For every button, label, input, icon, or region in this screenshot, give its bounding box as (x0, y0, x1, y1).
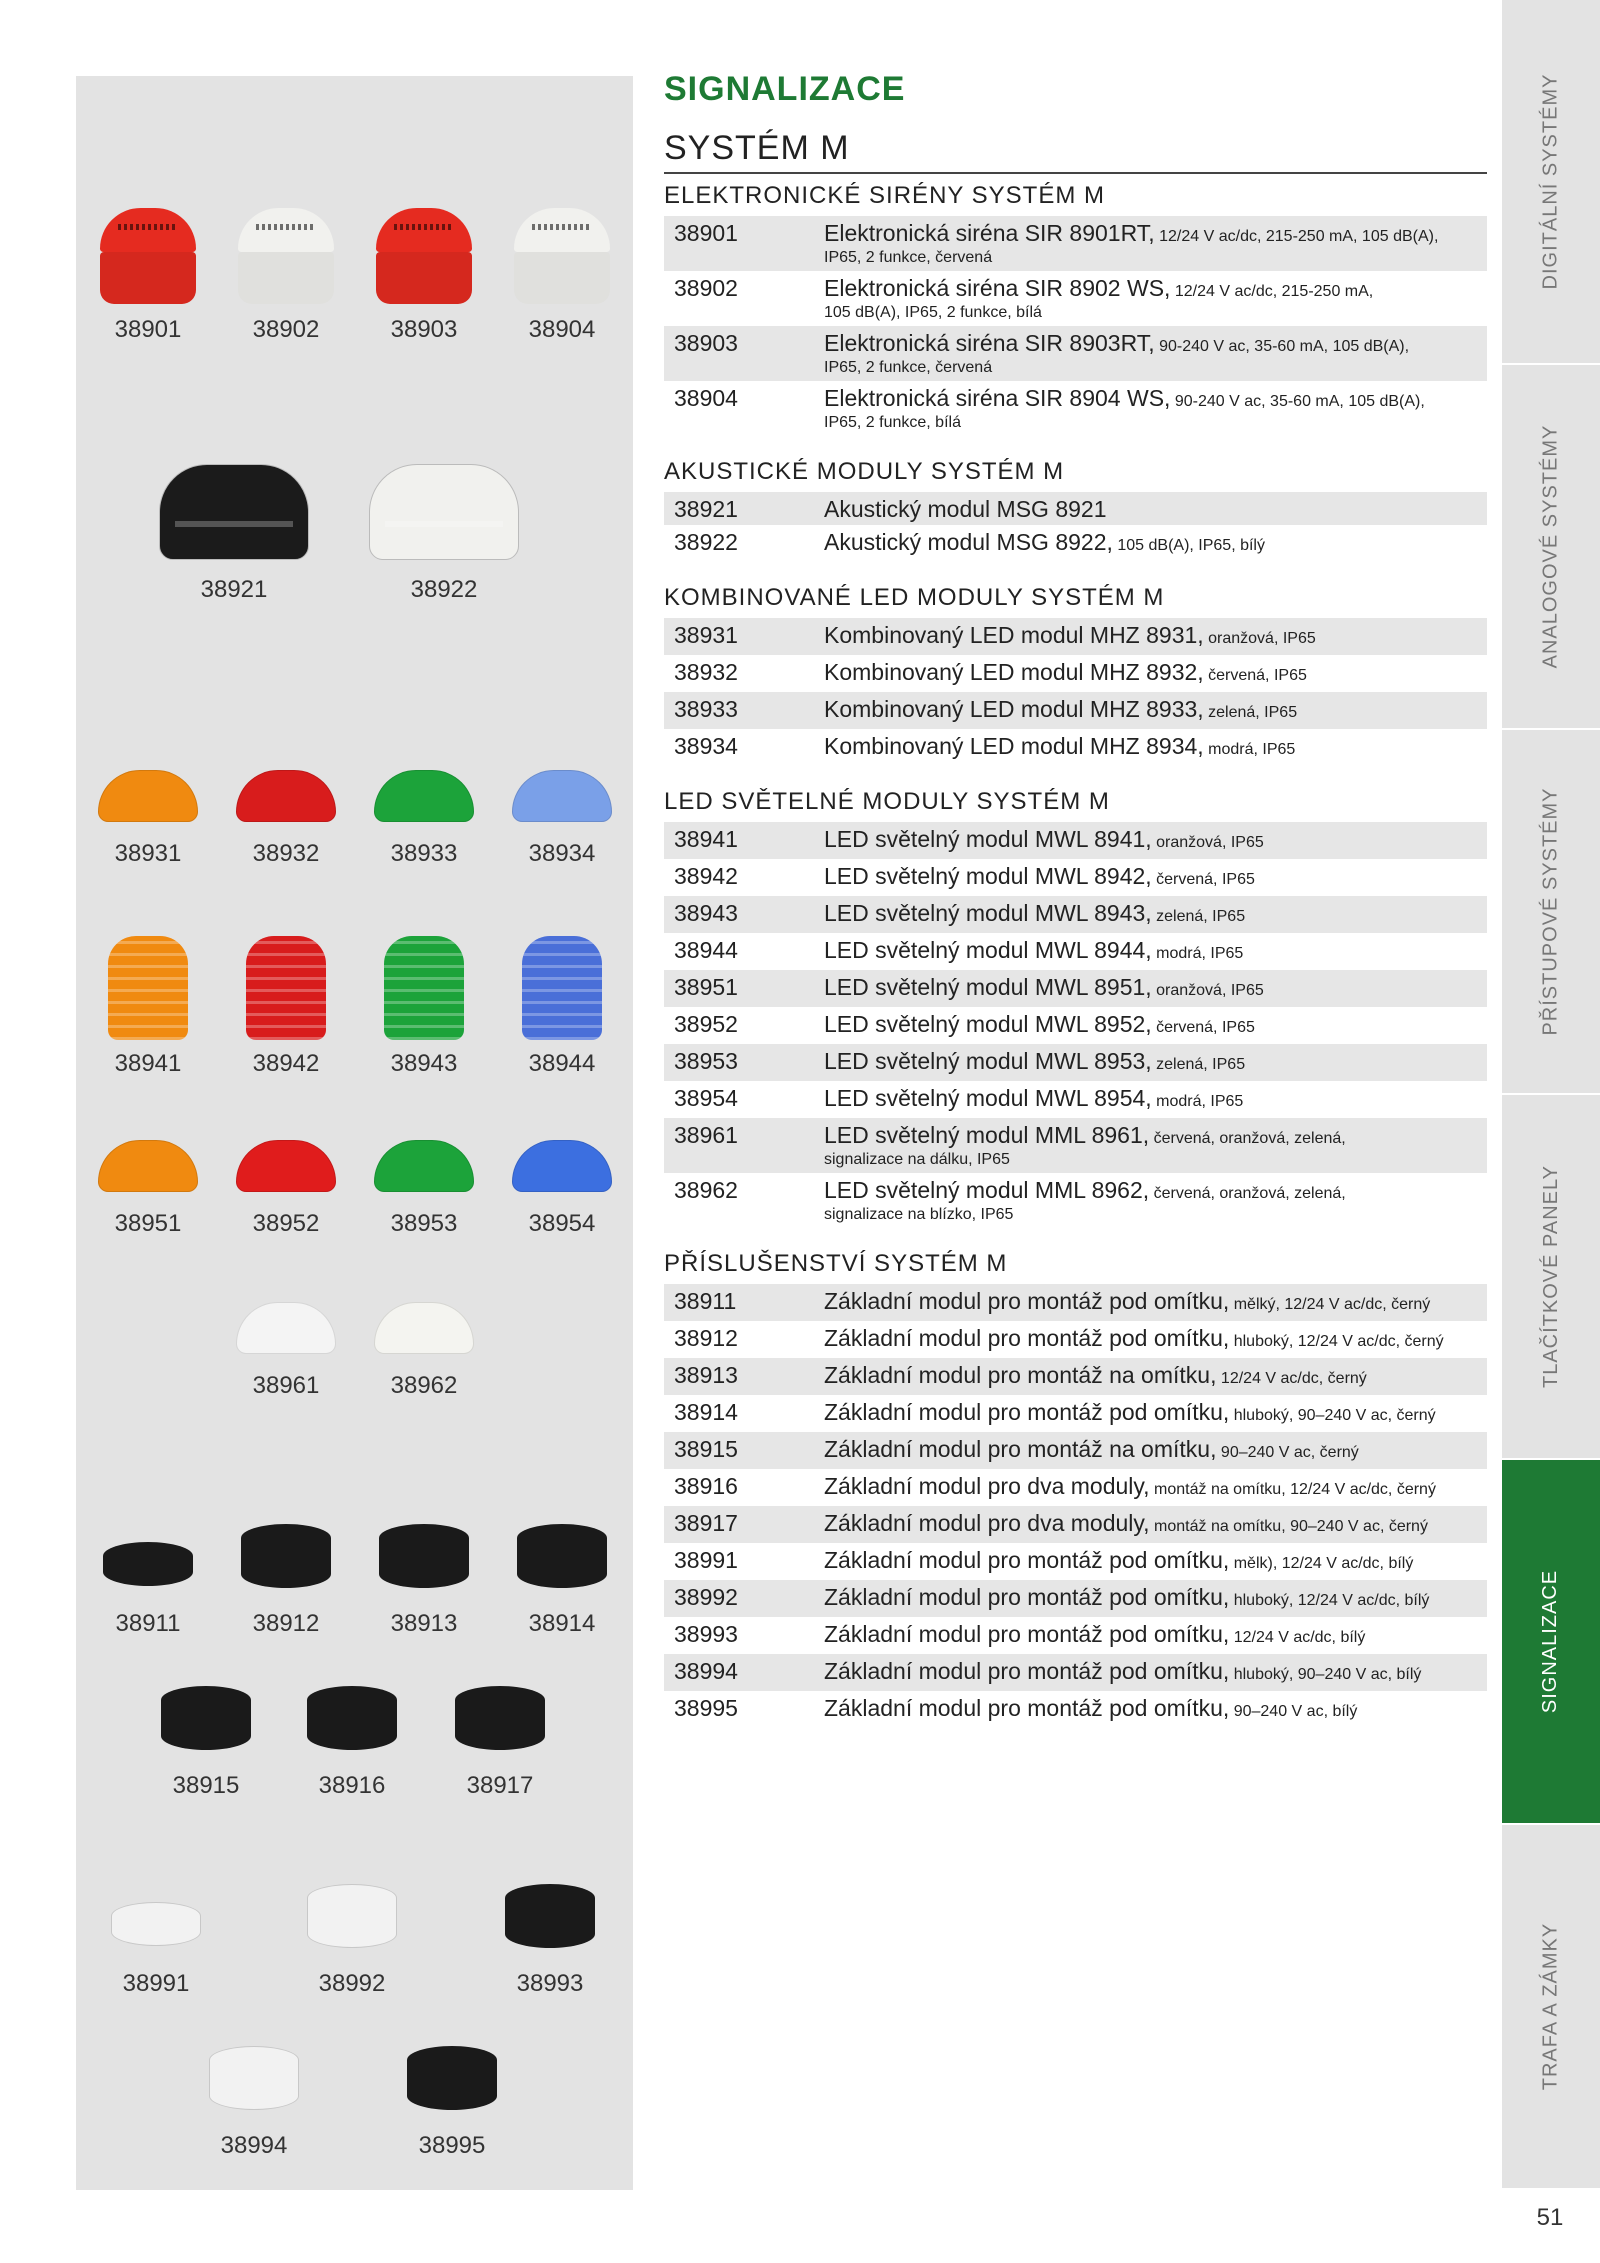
product-description (814, 1321, 1487, 1358)
product-image (226, 1494, 346, 1604)
gallery-item (364, 934, 484, 1078)
product-image (364, 460, 524, 570)
table-row (664, 729, 1487, 766)
product-code: 38931 (664, 618, 814, 655)
product-description (814, 822, 1487, 859)
table-row (664, 1469, 1487, 1506)
product-spec: oranžová, IP65 (1151, 834, 1264, 851)
gallery-item (194, 2016, 314, 2160)
product-description (814, 1118, 1487, 1173)
product-spec: červená, IP65 (1151, 871, 1255, 888)
product-name: Elektronická siréna SIR 8903RT, (824, 330, 1155, 356)
product-description (814, 1007, 1487, 1044)
product-spec: hluboký, 90–240 V ac, bílý (1229, 1666, 1422, 1683)
product-name: Kombinovaný LED modul MHZ 8931, (824, 622, 1204, 648)
product-code: 38954 (674, 1085, 738, 1111)
table-row (664, 822, 1487, 859)
product-code: 38921 (664, 492, 814, 525)
side-tabs (1502, 0, 1600, 2180)
gallery-item (440, 1656, 560, 1800)
table-row (664, 271, 1487, 326)
product-name: LED světelný modul MWL 8952, (824, 1011, 1152, 1037)
table-row (664, 525, 1487, 562)
product-code: 38953 (664, 1044, 814, 1081)
product-description (814, 1580, 1487, 1617)
product-code: 38952 (674, 1011, 738, 1037)
product-name: Kombinovaný LED modul MHZ 8934, (824, 733, 1204, 759)
gallery-item (174, 460, 294, 604)
product-description (814, 1506, 1487, 1543)
section-title: LED SVĚTELNÉ MODULY SYSTÉM M (664, 788, 1110, 815)
product-name: Elektronická siréna SIR 8904 WS, (824, 385, 1171, 411)
product-name: LED světelný modul MWL 8954, (824, 1085, 1152, 1111)
product-table (664, 822, 1487, 1228)
product-description (814, 381, 1487, 436)
gallery-code: 38941 (114, 1050, 182, 1077)
product-description (814, 655, 1487, 692)
product-name: Základní modul pro dva moduly, (824, 1510, 1150, 1536)
product-code: 38934 (674, 733, 738, 759)
product-spec: oranžová, IP65 (1151, 982, 1264, 999)
table-row (664, 1118, 1487, 1173)
product-image (146, 1656, 266, 1766)
gallery-code: 38911 (115, 1610, 181, 1637)
gallery-item (292, 1656, 412, 1800)
gallery-code: 38914 (528, 1610, 596, 1637)
gallery-item (226, 724, 346, 868)
product-spec-line2: signalizace na blízko, IP65 (824, 1206, 1014, 1223)
side-tab[interactable] (1502, 365, 1600, 728)
product-code: 38943 (664, 896, 814, 933)
gallery-item (146, 1656, 266, 1800)
side-tab-label: SIGNALIZACE (1539, 1569, 1562, 1714)
product-name: Elektronická siréna SIR 8901RT, (824, 220, 1155, 246)
table-row (664, 1617, 1487, 1654)
content (664, 70, 1487, 1728)
product-description (814, 933, 1487, 970)
gallery-item (364, 200, 484, 344)
table-row (664, 1580, 1487, 1617)
table-row (664, 970, 1487, 1007)
gallery-item (392, 2016, 512, 2160)
gallery-code: 38952 (252, 1210, 320, 1237)
product-spec: montáž na omítku, 90–240 V ac, černý (1149, 1518, 1428, 1535)
gallery-item (384, 460, 504, 604)
side-tab[interactable] (1502, 1825, 1600, 2188)
product-name: LED světelný modul MML 8962, (824, 1177, 1150, 1203)
product-description (814, 1469, 1487, 1506)
gallery-code: 38903 (390, 316, 458, 343)
section-title: AKUSTICKÉ MODULY SYSTÉM M (664, 458, 1065, 485)
product-spec-line2: signalizace na dálku, IP65 (824, 1151, 1010, 1168)
gallery-item (88, 200, 208, 344)
gallery-item (226, 1256, 346, 1400)
product-spec: 105 dB(A), IP65, bílý (1112, 537, 1265, 554)
gallery-code: 38995 (418, 2132, 486, 2159)
table-row (664, 859, 1487, 896)
product-image (226, 724, 346, 834)
product-description (814, 1432, 1487, 1469)
side-tab-label: PŘÍSTUPOVÉ SYSTÉMY (1539, 787, 1562, 1036)
gallery-code: 38902 (252, 316, 320, 343)
product-description (814, 326, 1487, 381)
gallery-code: 38994 (220, 2132, 288, 2159)
gallery-code: 38943 (390, 1050, 458, 1077)
product-description (814, 1543, 1487, 1580)
table-row (664, 1432, 1487, 1469)
product-name: LED světelný modul MWL 8942, (824, 863, 1152, 889)
sections (664, 182, 1487, 1728)
gallery-item (502, 200, 622, 344)
gallery-code: 38944 (528, 1050, 596, 1077)
gallery-item (502, 1494, 622, 1638)
gallery-code: 38961 (252, 1372, 320, 1399)
product-spec: 12/24 V ac/dc, 215-250 mA, (1170, 283, 1374, 300)
product-description (814, 729, 1487, 766)
table-row (664, 492, 1487, 525)
table-row (664, 1654, 1487, 1691)
product-image (194, 2016, 314, 2126)
product-gallery (76, 76, 633, 2190)
product-name: Základní modul pro montáž na omítku, (824, 1436, 1217, 1462)
product-description (814, 896, 1487, 933)
gallery-code: 38934 (528, 840, 596, 867)
product-spec: 12/24 V ac/dc, 215-250 mA, 105 dB(A), (1154, 228, 1439, 245)
gallery-code: 38912 (252, 1610, 320, 1637)
product-code: 38962 (674, 1177, 738, 1203)
product-description (814, 1617, 1487, 1654)
product-spec: 90–240 V ac, černý (1216, 1444, 1359, 1461)
product-image (502, 934, 622, 1044)
product-name: Základní modul pro dva moduly, (824, 1473, 1150, 1499)
gallery-item (502, 934, 622, 1078)
product-image (502, 1494, 622, 1604)
gallery-code: 38922 (410, 576, 478, 603)
gallery-code: 38931 (114, 840, 182, 867)
product-code: 38917 (664, 1506, 814, 1543)
product-image (88, 934, 208, 1044)
product-image (364, 934, 484, 1044)
product-image (88, 200, 208, 310)
gallery-code: 38933 (390, 840, 458, 867)
gallery-code: 38992 (318, 1970, 386, 1997)
product-code: 38951 (664, 970, 814, 1007)
gallery-code: 38901 (114, 316, 182, 343)
product-name: Základní modul pro montáž pod omítku, (824, 1288, 1230, 1314)
product-name: Základní modul pro montáž pod omítku, (824, 1658, 1230, 1684)
product-image (440, 1656, 560, 1766)
product-name: LED světelný modul MML 8961, (824, 1122, 1150, 1148)
table-row (664, 896, 1487, 933)
product-spec: 90-240 V ac, 35-60 mA, 105 dB(A), (1154, 338, 1410, 355)
product-name: LED světelný modul MWL 8951, (824, 974, 1152, 1000)
table-row (664, 1081, 1487, 1118)
gallery-item (502, 724, 622, 868)
table-row (664, 1358, 1487, 1395)
product-spec: oranžová, IP65 (1203, 630, 1316, 647)
gallery-item (292, 1854, 412, 1998)
gallery-item (226, 1094, 346, 1238)
product-code: 38903 (664, 326, 814, 381)
product-image (502, 724, 622, 834)
product-name: Akustický modul MSG 8922, (824, 529, 1113, 555)
gallery-item (96, 1854, 216, 1998)
product-description (814, 1173, 1487, 1228)
product-code: 38993 (674, 1621, 738, 1647)
product-name: LED světelný modul MWL 8953, (824, 1048, 1152, 1074)
gallery-code: 38916 (318, 1772, 386, 1799)
product-code: 38933 (664, 692, 814, 729)
product-table (664, 618, 1487, 766)
product-description (814, 492, 1487, 525)
product-image (226, 1256, 346, 1366)
product-code: 38915 (664, 1432, 814, 1469)
product-table (664, 1284, 1487, 1728)
table-row (664, 933, 1487, 970)
side-tab[interactable] (1502, 730, 1600, 1093)
product-spec: zelená, IP65 (1151, 908, 1246, 925)
product-name: Základní modul pro montáž pod omítku, (824, 1621, 1230, 1647)
product-spec-line2: IP65, 2 funkce, červená (824, 359, 993, 376)
product-spec: mělk), 12/24 V ac/dc, bílý (1229, 1555, 1414, 1572)
system-heading: SYSTÉM M (664, 129, 1487, 174)
product-code: 38901 (664, 216, 814, 271)
product-name: Základní modul pro montáž na omítku, (824, 1362, 1217, 1388)
gallery-item (226, 1494, 346, 1638)
product-code: 38912 (674, 1325, 738, 1351)
product-spec: červená, IP65 (1203, 667, 1307, 684)
table-row (664, 618, 1487, 655)
product-code: 38942 (674, 863, 738, 889)
product-spec-line2: 105 dB(A), IP65, 2 funkce, bílá (824, 304, 1042, 321)
product-spec: 12/24 V ac/dc, bílý (1229, 1629, 1366, 1646)
side-tab-label: TLAČÍTKOVÉ PANELY (1539, 1165, 1562, 1388)
product-code: 38914 (674, 1399, 738, 1425)
gallery-code: 38962 (390, 1372, 458, 1399)
product-name: Kombinovaný LED modul MHZ 8933, (824, 696, 1204, 722)
product-image (88, 1494, 208, 1604)
product-description (814, 970, 1487, 1007)
product-description (814, 1691, 1487, 1728)
product-image (88, 1094, 208, 1204)
section-title: ELEKTRONICKÉ SIRÉNY SYSTÉM M (664, 182, 1105, 209)
side-tab[interactable] (1502, 1095, 1600, 1458)
product-code: 38911 (664, 1284, 814, 1321)
product-code: 38916 (674, 1473, 738, 1499)
product-description (814, 1654, 1487, 1691)
product-code: 38913 (664, 1358, 814, 1395)
table-row (664, 1173, 1487, 1228)
product-description (814, 271, 1487, 326)
gallery-item (364, 1256, 484, 1400)
product-name: Základní modul pro montáž pod omítku, (824, 1325, 1230, 1351)
product-spec: 90–240 V ac, bílý (1229, 1703, 1358, 1720)
product-name: LED světelný modul MWL 8943, (824, 900, 1152, 926)
product-image (292, 1656, 412, 1766)
gallery-item (364, 1494, 484, 1638)
product-spec-line2: IP65, 2 funkce, červená (824, 249, 993, 266)
product-image (392, 2016, 512, 2126)
product-image (364, 1094, 484, 1204)
table-row (664, 1543, 1487, 1580)
gallery-item (502, 1094, 622, 1238)
gallery-item (88, 934, 208, 1078)
product-description (814, 618, 1487, 655)
gallery-item (364, 724, 484, 868)
gallery-item (88, 1094, 208, 1238)
product-spec: mělký, 12/24 V ac/dc, černý (1229, 1296, 1431, 1313)
table-row (664, 381, 1487, 436)
product-name: Základní modul pro montáž pod omítku, (824, 1584, 1230, 1610)
product-name: Základní modul pro montáž pod omítku, (824, 1695, 1230, 1721)
product-spec: modrá, IP65 (1151, 1093, 1244, 1110)
gallery-code: 38904 (528, 316, 596, 343)
product-code: 38904 (674, 385, 738, 411)
table-row (664, 1506, 1487, 1543)
table-row (664, 1007, 1487, 1044)
product-code: 38961 (664, 1118, 814, 1173)
product-code: 38944 (674, 937, 738, 963)
gallery-code: 38993 (516, 1970, 584, 1997)
product-code: 38922 (674, 529, 738, 555)
product-image (226, 934, 346, 1044)
product-code: 38932 (674, 659, 738, 685)
gallery-item (226, 200, 346, 344)
product-description (814, 1395, 1487, 1432)
gallery-code: 38913 (390, 1610, 458, 1637)
product-code: 38995 (674, 1695, 738, 1721)
table-row (664, 1321, 1487, 1358)
gallery-code: 38942 (252, 1050, 320, 1077)
product-image (96, 1854, 216, 1964)
product-spec: modrá, IP65 (1151, 945, 1244, 962)
product-description (814, 692, 1487, 729)
gallery-item (88, 724, 208, 868)
side-tab-label: ANALOGOVÉ SYSTÉMY (1539, 424, 1562, 669)
product-image (490, 1854, 610, 1964)
product-name: LED světelný modul MWL 8944, (824, 937, 1152, 963)
table-row (664, 655, 1487, 692)
product-description (814, 859, 1487, 896)
gallery-code: 38954 (528, 1210, 596, 1237)
product-code: 38941 (664, 822, 814, 859)
table-row (664, 692, 1487, 729)
table-row (664, 1395, 1487, 1432)
gallery-item (88, 1494, 208, 1638)
side-tab-label: TRAFA A ZÁMKY (1539, 1922, 1562, 2091)
product-table (664, 492, 1487, 562)
product-image (88, 724, 208, 834)
table-row (664, 216, 1487, 271)
product-spec: 12/24 V ac/dc, černý (1216, 1370, 1367, 1387)
product-name: Elektronická siréna SIR 8902 WS, (824, 275, 1171, 301)
product-name: LED světelný modul MWL 8941, (824, 826, 1152, 852)
product-spec: modrá, IP65 (1203, 741, 1296, 758)
product-spec: 90-240 V ac, 35-60 mA, 105 dB(A), (1170, 393, 1425, 410)
product-name: Akustický modul MSG 8921 (824, 496, 1107, 522)
product-image (226, 1094, 346, 1204)
product-image (364, 1494, 484, 1604)
product-image (364, 200, 484, 310)
gallery-code: 38951 (114, 1210, 182, 1237)
product-code: 38991 (674, 1547, 738, 1573)
product-spec: hluboký, 12/24 V ac/dc, bílý (1229, 1592, 1430, 1609)
product-image (502, 1094, 622, 1204)
side-tab[interactable] (1502, 1460, 1600, 1823)
product-spec: zelená, IP65 (1151, 1056, 1246, 1073)
product-name: Kombinovaný LED modul MHZ 8932, (824, 659, 1204, 685)
section-title: PŘÍSLUŠENSTVÍ SYSTÉM M (664, 1250, 1008, 1277)
product-description (814, 1044, 1487, 1081)
gallery-code: 38921 (200, 576, 268, 603)
product-table (664, 216, 1487, 436)
product-description (814, 1358, 1487, 1395)
gallery-code: 38917 (466, 1772, 534, 1799)
side-tab-label: DIGITÁLNÍ SYSTÉMY (1539, 73, 1562, 290)
product-description (814, 1081, 1487, 1118)
product-image (502, 200, 622, 310)
gallery-code: 38953 (390, 1210, 458, 1237)
gallery-code: 38991 (122, 1970, 190, 1997)
page-number: 51 (1536, 2204, 1564, 2231)
product-code: 38902 (674, 275, 738, 301)
product-description (814, 525, 1487, 562)
product-description (814, 1284, 1487, 1321)
table-row (664, 1044, 1487, 1081)
product-spec-line2: IP65, 2 funkce, bílá (824, 414, 961, 431)
product-image (292, 1854, 412, 1964)
gallery-item (226, 934, 346, 1078)
product-description (814, 216, 1487, 271)
product-image (364, 1256, 484, 1366)
product-name: Základní modul pro montáž pod omítku, (824, 1547, 1230, 1573)
product-spec: hluboký, 12/24 V ac/dc, černý (1229, 1333, 1444, 1350)
table-row (664, 1284, 1487, 1321)
table-row (664, 1691, 1487, 1728)
side-tab[interactable] (1502, 0, 1600, 363)
product-name: Základní modul pro montáž pod omítku, (824, 1399, 1230, 1425)
gallery-item (364, 1094, 484, 1238)
gallery-code: 38932 (252, 840, 320, 867)
table-row (664, 326, 1487, 381)
product-image (154, 460, 314, 570)
product-image (226, 200, 346, 310)
brand-heading: SIGNALIZACE (664, 70, 906, 108)
gallery-item (490, 1854, 610, 1998)
product-spec: červená, oranžová, zelená, (1149, 1185, 1346, 1202)
product-spec: zelená, IP65 (1203, 704, 1298, 721)
product-spec: hluboký, 90–240 V ac, černý (1229, 1407, 1436, 1424)
product-code: 38994 (664, 1654, 814, 1691)
gallery-code: 38915 (172, 1772, 240, 1799)
product-spec: montáž na omítku, 12/24 V ac/dc, černý (1149, 1481, 1436, 1498)
product-spec: červená, IP65 (1151, 1019, 1255, 1036)
product-image (364, 724, 484, 834)
section-title: KOMBINOVANÉ LED MODULY SYSTÉM M (664, 584, 1165, 611)
product-spec: červená, oranžová, zelená, (1149, 1130, 1346, 1147)
product-code: 38992 (664, 1580, 814, 1617)
